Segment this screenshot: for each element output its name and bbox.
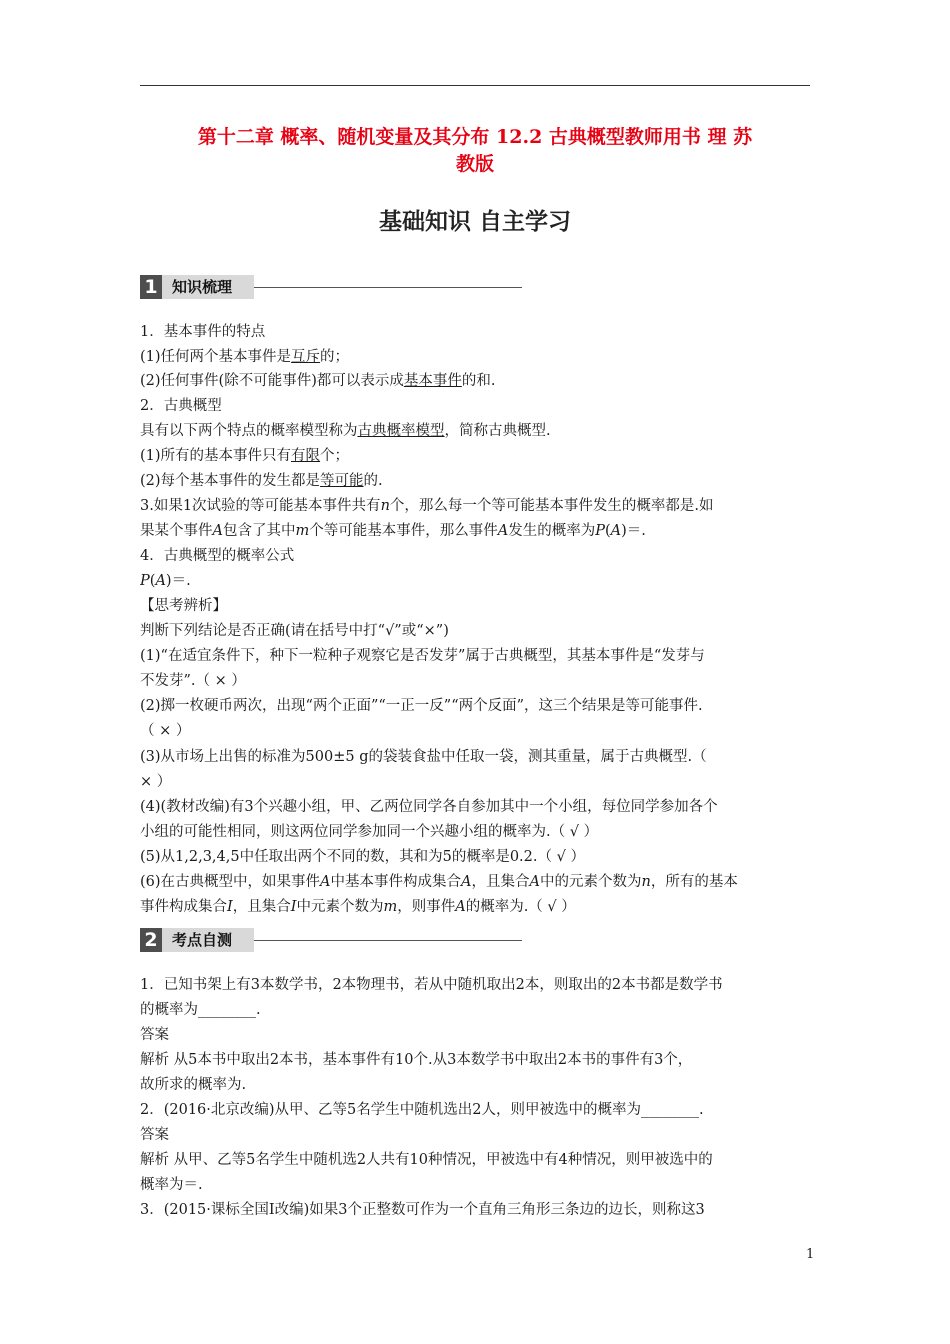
section-number: 2 (140, 928, 162, 952)
text-line: 2．古典概型 (140, 398, 222, 414)
text-line: （ × ） (140, 723, 191, 739)
text-line: (5)从1,2,3,4,5中任取出两个不同的数，其和为5的概率是0.2.（ √ ） (140, 849, 585, 865)
text-line: (4)(教材改编)有3个兴趣小组，甲、乙两位同学各自参加其中一个小组，每位同学参加各个 (140, 799, 718, 815)
text-line: (2)掷一枚硬币两次，出现“两个正面”“一正一反”“两个反面”，这三个结果是等可能事件. (140, 698, 703, 714)
text-line: 1．基本事件的特点 (140, 324, 266, 340)
text-line: (1)任何两个基本事件是互斥的； (140, 349, 350, 365)
underlined-term: 等可能 (320, 473, 364, 489)
underlined-term: 有限 (291, 448, 321, 464)
text-line: 【思考辨析】 (140, 598, 227, 614)
text-line: 1．已知书架上有3本数学书，2本物理书，若从中随机取出2本，则取出的2本书都是数学书 (140, 977, 723, 993)
answer-label: 答案 (140, 1127, 169, 1143)
text-line: 3．(2015·课标全国Ⅰ改编)如果3个正整数可作为一个直角三角形三条边的边长，则称这3 (140, 1202, 705, 1218)
underlined-term: 古典概率模型 (357, 423, 445, 439)
text-line: × ） (140, 774, 172, 790)
text-line: 故所求的概率为. (140, 1077, 247, 1093)
section-heading-self-test (140, 928, 522, 952)
title-line-2: 教版 (455, 153, 494, 175)
document-title (140, 124, 810, 178)
text-line: 的概率为________. (140, 1002, 261, 1018)
section-number: 1 (140, 275, 162, 299)
title-line-1: 第十二章 概率、随机变量及其分布 12.2 古典概型教师用书 理 苏 (197, 126, 753, 148)
underlined-term: 互斥 (291, 349, 321, 365)
section-rule (254, 287, 522, 288)
text-line: 小组的可能性相同，则这两位同学参加同一个兴趣小组的概率为.（ √ ） (140, 824, 599, 840)
text-line: P(A)＝. (140, 573, 191, 589)
page-number: 1 (806, 1247, 815, 1262)
section-label: 考点自测 (162, 928, 254, 952)
underlined-term: 基本事件 (403, 373, 462, 389)
header-rule (140, 85, 810, 86)
text-line: 果某个事件A包含了其中m个等可能基本事件，那么事件A发生的概率为P(A)＝. (140, 523, 646, 539)
text-line: (6)在古典概型中，如果事件A中基本事件构成集合A，且集合A中的元素个数为n，所有的基本 (140, 874, 738, 890)
section-subtitle: 基础知识 自主学习 (378, 209, 571, 235)
text-line: 解析 从甲、乙等5名学生中随机选2人共有10种情况，甲被选中有4种情况，则甲被选中的 (140, 1152, 713, 1168)
section-rule (254, 940, 522, 941)
text-line: 事件构成集合I，且集合I中元素个数为m，则事件A的概率为.（ √ ） (140, 899, 576, 915)
answer-label: 答案 (140, 1027, 169, 1043)
section-heading-knowledge (140, 275, 522, 299)
text-line: (3)从市场上出售的标准为500±5 g的袋装食盐中任取一袋，测其重量，属于古典概型.（ (140, 749, 707, 765)
text-line: 2．(2016·北京改编)从甲、乙等5名学生中随机选出2人，则甲被选中的概率为________. (140, 1102, 704, 1118)
text-line: (2)任何事件(除不可能事件)都可以表示成基本事件的和. (140, 373, 496, 389)
text-line: 4．古典概型的概率公式 (140, 548, 295, 564)
text-line: 概率为＝. (140, 1177, 203, 1193)
text-line: (1)所有的基本事件只有有限个； (140, 448, 350, 464)
text-line: (2)每个基本事件的发生都是等可能的. (140, 473, 383, 489)
text-line: (1)“在适宜条件下，种下一粒种子观察它是否发芽”属于古典概型，其基本事件是“发芽与 (140, 648, 705, 664)
section-label: 知识梳理 (162, 275, 254, 299)
text-line: 具有以下两个特点的概率模型称为古典概率模型，简称古典概型. (140, 423, 551, 439)
text-line: 解析 从5本书中取出2本书，基本事件有10个.从3本数学书中取出2本书的事件有3个， (140, 1052, 693, 1068)
text-line: 不发芽”.（ × ） (140, 673, 246, 689)
text-line: 3.如果1次试验的等可能基本事件共有n个，那么每一个等可能基本事件发生的概率都是.如 (140, 498, 714, 514)
text-line: 判断下列结论是否正确(请在括号中打“√”或“×”) (140, 623, 449, 639)
